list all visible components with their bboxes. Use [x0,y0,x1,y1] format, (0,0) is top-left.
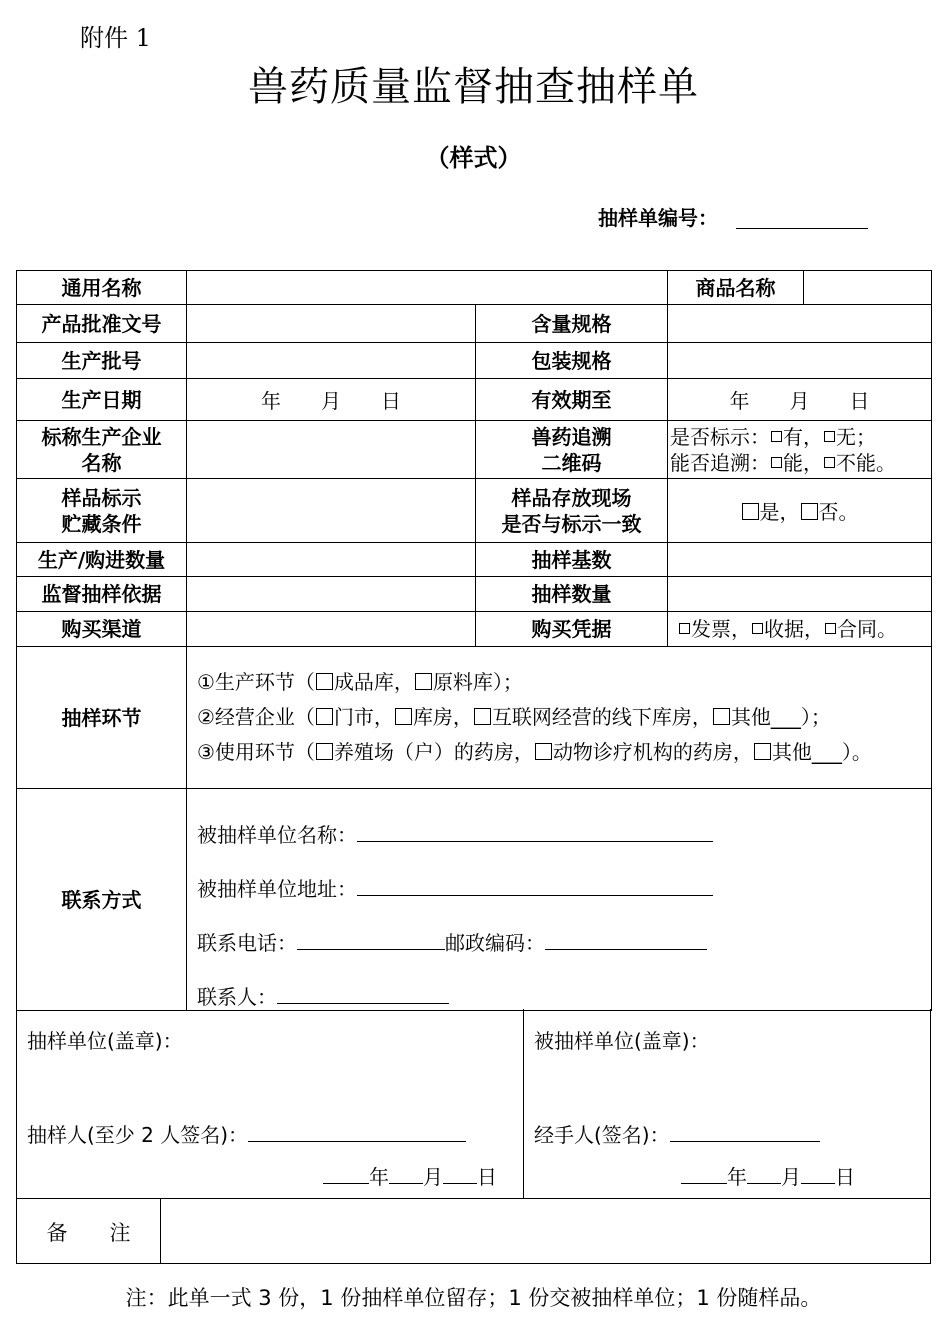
storage-label [17,479,187,543]
basis-label: 监督抽样依据 [17,577,187,612]
consistent-options [668,479,932,543]
qr-no-label: 无； [836,424,876,449]
package-spec-field[interactable] [668,343,932,379]
sample-qty-label: 抽样数量 [476,577,668,612]
storage-label-line1: 样品标示 [61,485,142,510]
qr-label [476,421,668,479]
batch-no-field[interactable] [187,343,476,379]
store-checkbox[interactable] [316,708,333,725]
base-label: 抽样基数 [476,543,668,577]
qr-yes-checkbox[interactable] [771,431,782,442]
spec-field[interactable] [668,305,932,343]
consistent-label-line1: 样品存放现场 [511,485,632,510]
stage-line-business [197,700,931,735]
approval-no-label: 产品批准文号 [17,305,187,343]
qr-can-checkbox[interactable] [771,457,782,468]
sampled-unit-seal-label: 被抽样单位(盖章)： [534,1029,710,1053]
stage-options [187,647,932,789]
expiry-label: 有效期至 [476,379,668,421]
consistent-no-checkbox[interactable] [801,503,818,520]
storage-label-line2: 贮藏条件 [61,511,142,536]
handler-year-field[interactable] [681,1165,727,1184]
consistent-label-line2: 是否与标示一致 [501,511,642,536]
handler-signature-field[interactable] [670,1123,820,1142]
attachment-label: 附件 1 [80,24,151,52]
handler-date-row [681,1161,855,1190]
package-spec-label: 包装规格 [476,343,668,379]
qr-cannot-checkbox[interactable] [824,457,835,468]
manufacturer-field[interactable] [187,421,476,479]
postcode-field[interactable] [545,931,707,950]
finished-warehouse-checkbox[interactable] [316,673,333,690]
clinic-pharmacy-label: 动物诊疗机构的药房， [552,740,753,764]
stage-use-text: ③使用环节（ [197,740,315,764]
online-warehouse-label: 互联网经营的线下库房， [491,705,712,729]
consistent-label [476,479,668,543]
handler-row [534,1119,820,1148]
stage-line-production [197,665,931,700]
person-label: 联系人： [197,985,277,1009]
qr-trace-label: 能否追溯： [670,450,770,475]
form-number-field[interactable] [736,228,868,229]
sampling-year-field[interactable] [323,1165,369,1184]
voucher-invoice-label: 发票， [691,617,751,641]
approval-no-field[interactable] [187,305,476,343]
unit-address-field[interactable] [357,877,713,896]
phone-field[interactable] [297,931,445,950]
spec-label: 含量规格 [476,305,668,343]
voucher-contract-checkbox[interactable] [825,623,836,634]
consistent-yes-checkbox[interactable] [742,503,759,520]
quantity-label: 生产/购进数量 [17,543,187,577]
quantity-field[interactable] [187,543,476,577]
sampling-form-table [16,270,932,1011]
sampling-month-field[interactable] [389,1165,423,1184]
batch-no-label: 生产批号 [17,343,187,379]
voucher-receipt-label: 收据， [764,617,824,641]
sampler-signature-field[interactable] [248,1123,466,1142]
qr-label-line1: 兽药追溯 [531,424,612,449]
storeroom-checkbox[interactable] [395,708,412,725]
expiry-field[interactable]: 年 月 日 [668,379,932,421]
unit-name-row [197,819,713,848]
remark-field[interactable] [162,1201,926,1259]
qr-marked-label: 是否标示： [670,424,770,449]
voucher-contract-label: 合同。 [837,617,897,641]
handler-day-field[interactable] [801,1165,835,1184]
generic-name-label: 通用名称 [17,271,187,305]
stage-line-use [197,735,931,770]
raw-warehouse-label: 原料库）； [432,670,523,694]
form-number-label: 抽样单编号： [598,206,718,230]
document-title: 兽药质量监督抽查抽样单 [248,64,699,110]
online-warehouse-checkbox[interactable] [474,708,491,725]
signature-divider [523,1009,524,1199]
document-subtitle: （样式） [425,144,522,172]
qr-cannot-label: 不能。 [836,450,896,475]
contact-label: 联系方式 [17,789,187,1011]
contact-section [187,789,932,1011]
sampler-row [27,1119,466,1148]
person-row [197,981,449,1010]
base-field[interactable] [668,543,932,577]
sample-qty-field[interactable] [668,577,932,612]
stage-business-text: ②经营企业（ [197,705,315,729]
sampler-label: 抽样人(至少 2 人签名)： [27,1123,249,1147]
remark-label: 备 注 [46,1221,131,1245]
clinic-pharmacy-checkbox[interactable] [535,743,552,760]
trade-name-field[interactable] [804,271,932,305]
handler-month-label: 月 [781,1165,801,1189]
use-other-checkbox[interactable] [754,743,771,760]
channel-label: 购买渠道 [17,612,187,647]
channel-field[interactable] [187,612,476,647]
remark-divider [160,1199,161,1263]
voucher-receipt-checkbox[interactable] [752,623,763,634]
trade-name-label: 商品名称 [668,271,804,305]
sampling-month-label: 月 [423,1165,443,1189]
raw-warehouse-checkbox[interactable] [415,673,432,690]
voucher-invoice-checkbox[interactable] [679,623,690,634]
storeroom-label: 库房， [412,705,473,729]
sampling-day-label: 日 [477,1165,497,1189]
manufacturer-label [17,421,187,479]
phone-label: 联系电话： [197,931,297,955]
qr-label-line2: 二维码 [541,450,602,475]
farm-pharmacy-label: 养殖场（户）的药房， [333,740,534,764]
voucher-label: 购买凭据 [476,612,668,647]
unit-address-label: 被抽样单位地址： [197,877,357,901]
business-other-label: 其他___）； [730,705,831,729]
unit-address-row [197,873,713,902]
signature-section [16,1009,931,1199]
handler-day-label: 日 [835,1165,855,1189]
qr-options [668,421,932,479]
manufacturer-label-line1: 标称生产企业 [41,424,162,449]
consistent-no-label: 否。 [818,500,859,524]
consistent-yes-label: 是， [759,500,800,524]
remark-section [16,1199,931,1264]
manufacturer-label-line2: 名称 [81,450,122,475]
person-field[interactable] [277,985,449,1004]
stage-production-text: ①生产环节（ [197,670,315,694]
footer-note: 注：此单一式 3 份，1 份抽样单位留存；1 份交被抽样单位；1 份随样品。 [125,1286,822,1310]
store-label: 门市， [333,705,394,729]
unit-name-field[interactable] [357,823,713,842]
use-other-label: 其他___）。 [771,740,872,764]
phone-row [197,927,707,956]
prod-date-label: 生产日期 [17,379,187,421]
stage-label: 抽样环节 [17,647,187,789]
prod-date-field[interactable]: 年 月 日 [187,379,476,421]
sampling-year-label: 年 [369,1165,389,1189]
qr-can-label: 能， [783,450,823,475]
sampling-date-row [323,1161,497,1190]
unit-name-label: 被抽样单位名称： [197,823,357,847]
handler-label: 经手人(签名)： [534,1123,670,1147]
sampling-unit-seal-label: 抽样单位(盖章)： [27,1029,183,1053]
sampling-day-field[interactable] [443,1165,477,1184]
generic-name-field[interactable] [187,271,668,305]
voucher-options [668,612,932,647]
postcode-label: 邮政编码： [445,931,545,955]
basis-field[interactable] [187,577,476,612]
farm-pharmacy-checkbox[interactable] [316,743,333,760]
finished-warehouse-label: 成品库， [333,670,414,694]
business-other-checkbox[interactable] [713,708,730,725]
storage-field[interactable] [187,479,476,543]
handler-month-field[interactable] [747,1165,781,1184]
handler-year-label: 年 [727,1165,747,1189]
qr-yes-label: 有， [783,424,823,449]
qr-no-checkbox[interactable] [824,431,835,442]
